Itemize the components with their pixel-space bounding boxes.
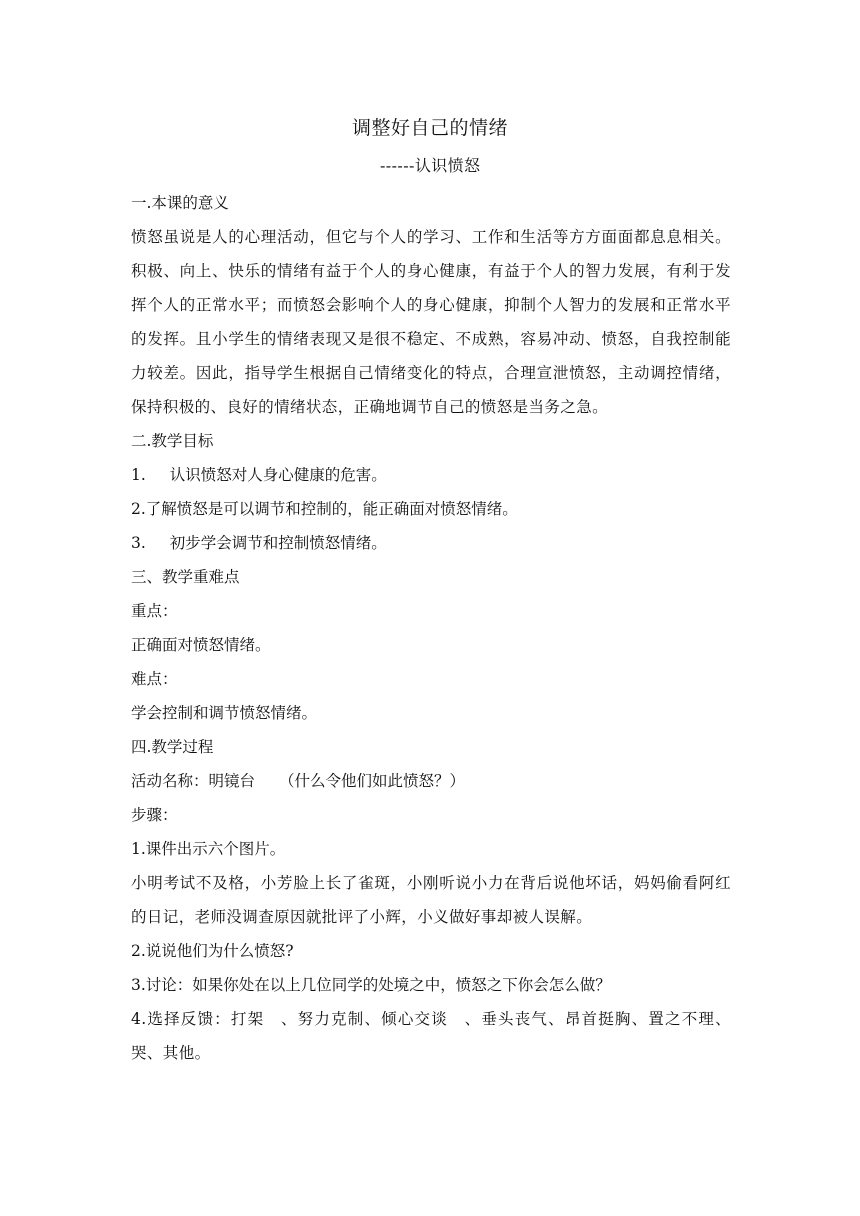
step-item: 1.课件出示六个图片。 — [131, 840, 286, 858]
list-item — [131, 492, 731, 526]
list-number: 2. — [131, 500, 146, 518]
list-text: 初步学会调节和控制愤怒情绪。 — [169, 534, 387, 552]
list-text: 了解愤怒是可以调节和控制的，能正确面对愤怒情绪。 — [145, 500, 518, 518]
list-item — [131, 458, 731, 492]
section-heading: 一.本课的意义 — [131, 194, 229, 212]
steps-label: 步骤： — [131, 806, 178, 824]
section-heading: 二.教学目标 — [131, 432, 214, 450]
difficulty-text: 学会控制和调节愤怒情绪。 — [131, 704, 318, 722]
list-text: 认识愤怒对人身心健康的危害。 — [169, 466, 387, 484]
list-number: 1. — [131, 466, 146, 484]
document-body — [131, 186, 731, 1070]
activity-label: 活动名称：明镜台 — [131, 772, 256, 790]
key-label: 重点： — [131, 602, 178, 620]
section-heading: 三、教学重难点 — [131, 568, 240, 586]
section-heading: 四.教学过程 — [131, 738, 214, 756]
step-item: 2.说说他们为什么愤怒? — [131, 942, 294, 960]
key-text: 正确面对愤怒情绪。 — [131, 636, 271, 654]
list-number: 3. — [131, 534, 146, 552]
step-item: 3.讨论：如果你处在以上几位同学的处境之中，愤怒之下你会怎么做？ — [131, 976, 611, 994]
document-subtitle: ------认识愤怒 — [380, 156, 481, 175]
step-detail: 小明考试不及格，小芳脸上长了雀斑，小刚听说小力在背后说他坏话，妈妈偷看阿红的日记，老师没调查原因就批评了小辉，小义做好事却被人误解。 — [131, 874, 731, 926]
difficulty-label: 难点： — [131, 670, 178, 688]
step-item: 4.选择反馈：打架 、努力克制、倾心交谈 、垂头丧气、昂首挺胸、置之不理、哭、其他。 — [131, 1010, 731, 1062]
document-title: 调整好自己的情绪 — [351, 117, 508, 139]
activity-note: （什么令他们如此愤怒？） — [279, 772, 466, 790]
activity-line — [131, 764, 731, 798]
list-item — [131, 526, 731, 560]
paragraph: 愤怒虽说是人的心理活动，但它与个人的学习、工作和生活等方方面面都息息相关。积极、向上、快乐的情绪有益于个人的身心健康，有益于个人的智力发展，有利于发挥个人的正常水平；而愤怒会影响个人的身心健康，抑制个人智力的发展和正常水平的发挥。且小学生的情绪表现又是很不稳定、不成熟，容易冲动、愤怒，自我控制能力较差。因此，指导学生根据自己情绪变化的特点，合理宣泄愤怒，主动调控情绪，保持积极的、良好的情绪状态，正确地调节自己的愤怒是当务之急。 — [131, 228, 731, 416]
